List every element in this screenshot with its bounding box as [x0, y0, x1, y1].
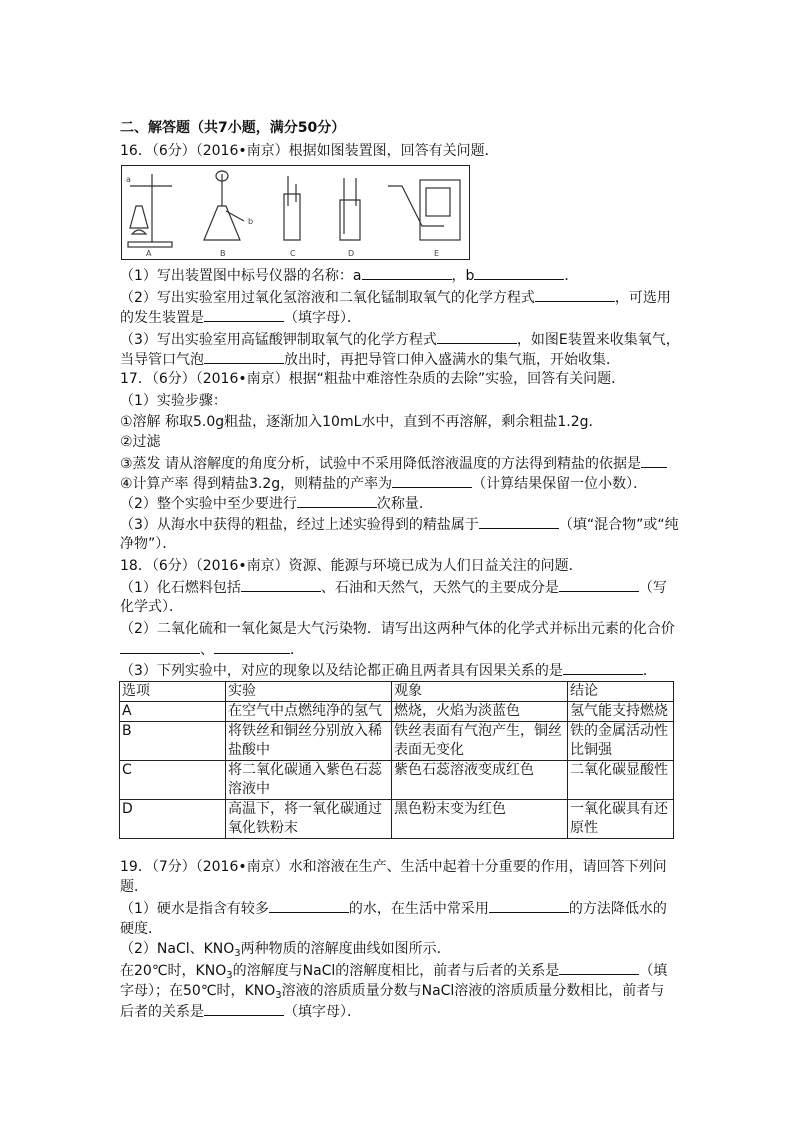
table-header: 选项	[120, 682, 226, 702]
q18-part1-line1: （1）化石燃料包括 、石油和天然气，天然气的主要成分是 （写	[120, 577, 667, 598]
q16-part3-line2: 当导管口气泡 放出时，再把导管口伸入盛满水的集气瓶，开始收集．	[120, 349, 620, 370]
apparatus-drawing	[122, 166, 469, 259]
table-header: 观象	[392, 682, 568, 702]
q16-answer-bubbles[interactable]	[204, 349, 284, 364]
table-row	[120, 702, 674, 722]
q18-part1-line2: 化学式）．	[120, 599, 183, 615]
q18-part3: （3）下列实验中，对应的现象以及结论都正确且两者具有因果关系的是 ．	[120, 660, 657, 681]
q19-part1-line2: 硬度．	[120, 921, 162, 937]
table-header: 实验	[226, 682, 392, 702]
table-header: 结论	[568, 682, 674, 702]
q18-part2-line1: （2）二氧化硫和一氧化氮是大气污染物．请写出这两种气体的化学式并标出元素的化合价	[120, 621, 675, 637]
q19-part2-line4: 后者的关系是 （填字母）．	[120, 1001, 361, 1022]
figure-label-b: b	[248, 217, 254, 226]
table-cell: 燃烧，火焰为淡蓝色	[392, 702, 568, 722]
q17-part2: （2）整个实验中至少要进行 次称量．	[120, 493, 433, 514]
table-row	[120, 722, 674, 761]
table-cell: 铁的金属活动性比铜强	[568, 722, 674, 761]
q18-part2-line2: 、 ．	[120, 639, 304, 660]
table-cell: B	[120, 722, 226, 761]
q18-answer-gas[interactable]	[559, 577, 639, 592]
q17-step4: ④计算产率 得到精盐3.2g，则精盐的产率为 （计算结果保留一位小数）．	[120, 473, 647, 494]
q19-answer-method[interactable]	[489, 898, 569, 913]
table-cell: 黑色粉末变为红色	[392, 800, 568, 839]
q19-part2: （2）NaCl、$KNO_3$两种物质的溶解度曲线如图所示．	[120, 941, 451, 959]
section-title: 二、解答题（共7小题，满分50分）	[120, 120, 346, 136]
apparatus-figure	[121, 165, 470, 260]
table-cell: 氢气能支持燃烧	[568, 702, 674, 722]
table-cell: 将铁丝和铜丝分别放入稀盐酸中	[226, 722, 392, 761]
figure-label-C: C	[290, 249, 296, 258]
q18-answer-no[interactable]	[214, 639, 290, 654]
q16-part2-line2: 的发生装置是 （填字母）．	[120, 307, 361, 328]
table-cell: 在空气中点燃纯净的氢气	[226, 702, 392, 722]
table-cell: 高温下，将一氧化碳通过氧化铁粉末	[226, 800, 392, 839]
q17-answer-weighings[interactable]	[297, 493, 377, 508]
q16-stem: 16．（6分）（2016•南京）根据如图装置图，回答有关问题．	[120, 143, 499, 159]
q17-step2: ②过滤	[120, 434, 161, 450]
figure-label-D: D	[348, 249, 355, 258]
q17-part3-line2: 净物”）．	[120, 536, 177, 552]
q17-step3: ③蒸发 请从溶解度的角度分析，试验中不采用降低溶液温度的方法得到精盐的依据是	[120, 453, 667, 474]
q18-answer-option[interactable]	[563, 660, 643, 675]
q16-part1: （1）写出装置图中标号仪器的名称：a ，b ．	[120, 265, 578, 286]
table-cell: 铁丝表面有气泡产生，铜丝表面无变化	[392, 722, 568, 761]
table-cell: 一氧化碳具有还原性	[568, 800, 674, 839]
table-header-row	[120, 682, 674, 702]
figure-label-A: A	[146, 249, 152, 258]
figure-label-a: a	[126, 175, 131, 184]
q19-stem-line2: 题．	[120, 879, 148, 895]
q19-stem-line1: 19．（7分）（2016•南京）水和溶液在生产、生活中起着十分重要的作用，请回答下列问	[120, 859, 667, 875]
q17-answer-type[interactable]	[479, 514, 559, 529]
q19-part2-line3: 字母）；在50℃时，$KNO_3$溶液的溶质质量分数与NaCl溶液的溶质质量分数相比，前者与	[120, 983, 665, 1001]
figure-label-E: E	[434, 249, 440, 258]
q17-part3-line1: （3）从海水中获得的粗盐，经过上述实验得到的精盐属于 （填“混合物”或“纯	[120, 514, 679, 535]
q18-stem: 18．（6分）（2016•南京）资源、能源与环境已成为人们日益关注的问题．	[120, 558, 583, 574]
q18-answer-so2[interactable]	[120, 639, 200, 654]
q16-part2-line1: （2）写出实验室用过氧化氢溶液和二氧化锰制取氧气的化学方程式 ，可选用	[120, 287, 671, 308]
q17-part1: （1）实验步骤：	[120, 393, 227, 409]
q16-answer-equation1[interactable]	[535, 287, 615, 302]
q17-answer-yield[interactable]	[392, 473, 472, 488]
table-cell: D	[120, 800, 226, 839]
q19-answer-20c[interactable]	[559, 960, 639, 975]
table-cell: 二氧化碳显酸性	[568, 761, 674, 800]
q16-answer-b[interactable]	[474, 265, 564, 280]
q16-answer-a[interactable]	[362, 265, 452, 280]
figure-label-B: B	[220, 249, 226, 258]
table-cell: A	[120, 702, 226, 722]
table-cell: C	[120, 761, 226, 800]
q16-part3-line1: （3）写出实验室用高锰酸钾制取氧气的化学方程式 ，如图E装置来收集氧气，	[120, 329, 680, 350]
q17-step1: ①溶解 称取5.0g粗盐，逐渐加入10mL水中，直到不再溶解，剩余粗盐1.2g．	[120, 414, 603, 430]
q19-answer-hardwater[interactable]	[269, 898, 349, 913]
q19-part2-line2: 在20℃时，$KNO_3$的溶解度与NaCl的溶解度相比，前者与后者的关系是 （填	[120, 960, 667, 986]
q17-answer-basis[interactable]	[641, 453, 667, 468]
q16-answer-equation2[interactable]	[437, 329, 517, 344]
table-cell: 紫色石蕊溶液变成红色	[392, 761, 568, 800]
table-row	[120, 800, 674, 839]
experiment-table	[119, 681, 674, 839]
q19-answer-50c[interactable]	[204, 1001, 284, 1016]
table-cell: 将二氧化碳通入紫色石蕊溶液中	[226, 761, 392, 800]
q19-part1-line1: （1）硬水是指含有较多 的水，在生活中常采用 的方法降低水的	[120, 898, 667, 919]
q18-answer-fossil[interactable]	[241, 577, 321, 592]
table-row	[120, 761, 674, 800]
q17-stem: 17．（6分）（2016•南京）根据“粗盐中难溶性杂质的去除”实验，回答有关问题．	[120, 371, 626, 387]
q16-answer-device[interactable]	[204, 307, 284, 322]
